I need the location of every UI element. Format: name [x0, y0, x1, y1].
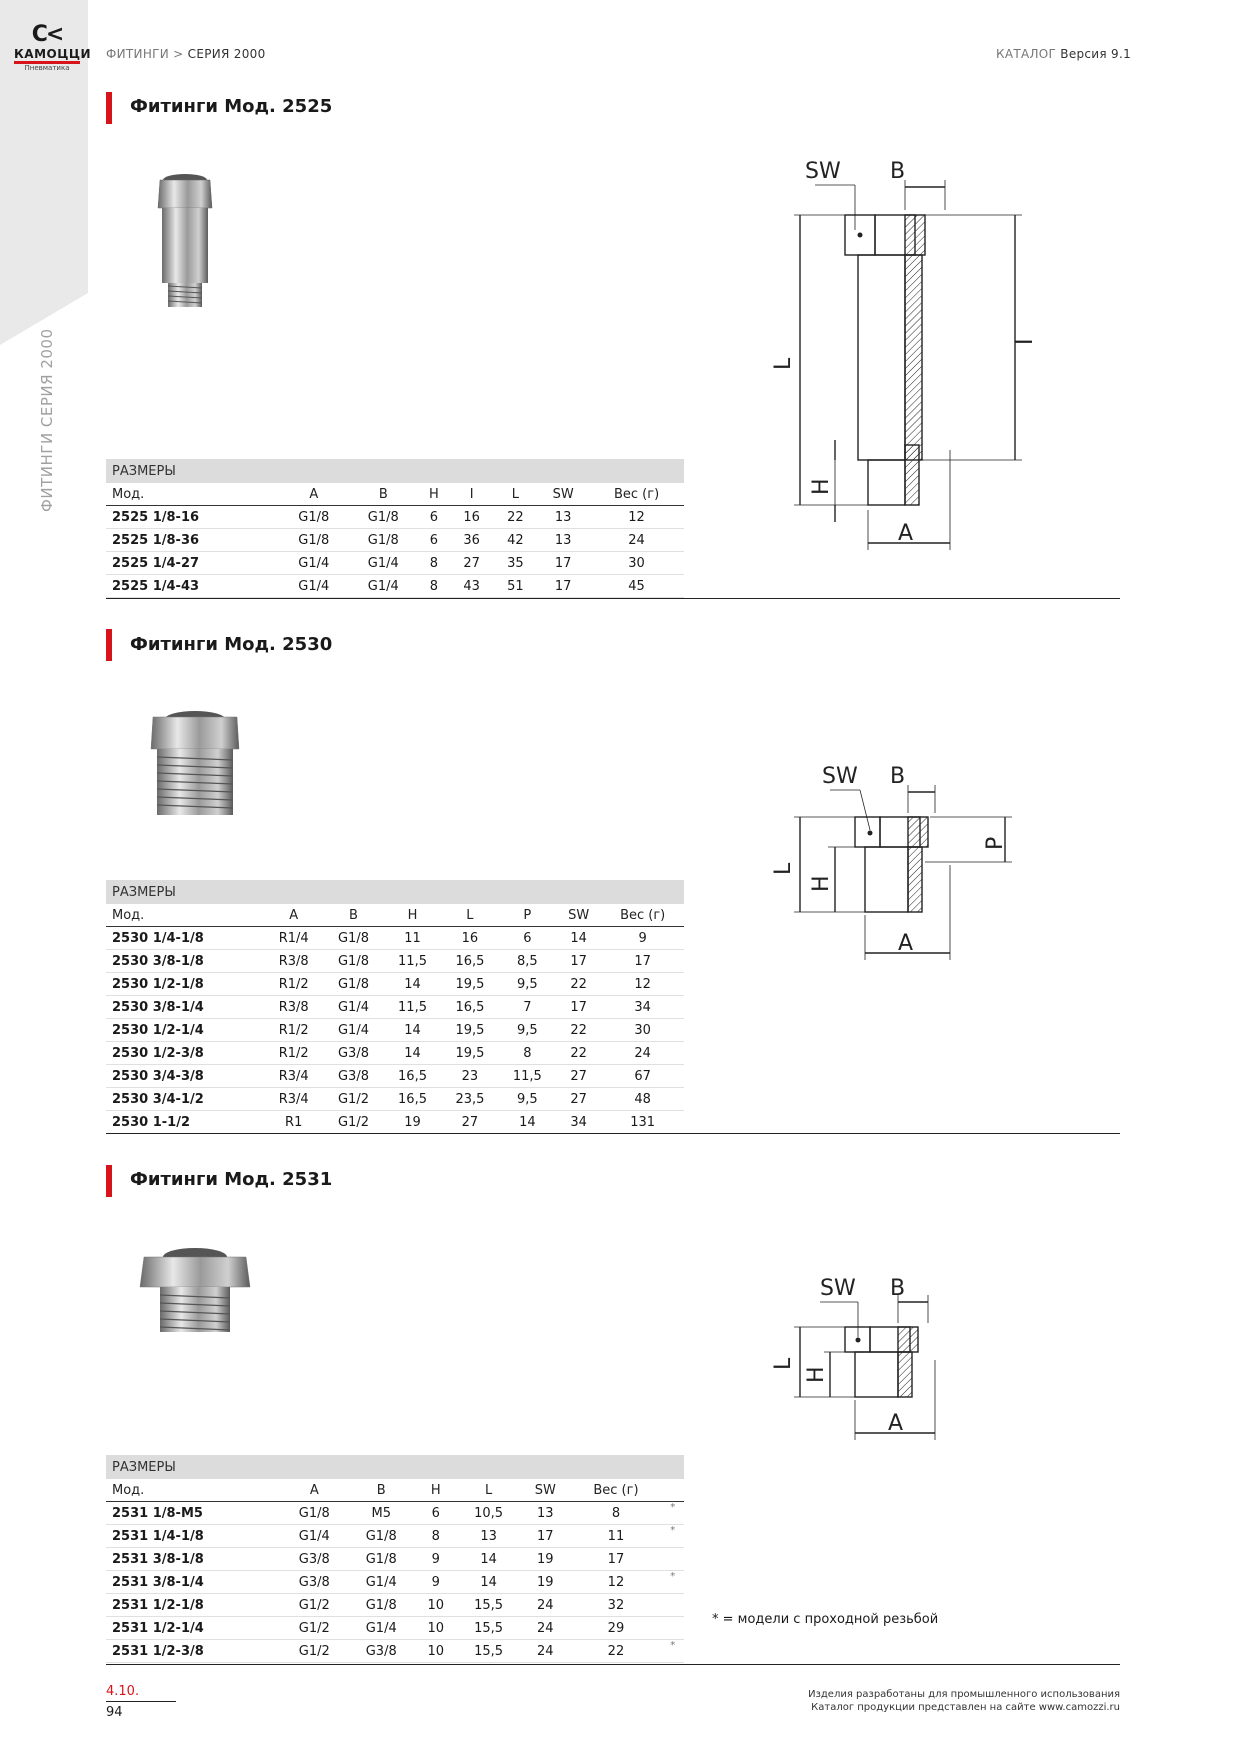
product-photo-2525 — [150, 168, 220, 313]
table-cell: 17 — [570, 1548, 661, 1571]
drawing-label-sw: SW — [820, 1276, 856, 1301]
drawing-label-b: B — [890, 764, 906, 789]
table-cell: G1/8 — [323, 927, 384, 950]
through-thread-mark: * — [662, 1571, 684, 1594]
table-cell: 2531 1/8-M5 — [106, 1502, 281, 1525]
footer-note — [700, 1688, 1120, 1714]
footer-note-line1: Изделия разработаны для промышленного использования — [808, 1689, 1120, 1700]
table-header-cell: B — [349, 483, 419, 506]
through-thread-mark — [662, 1617, 684, 1640]
table-cell: 16,5 — [384, 1065, 441, 1088]
table-cell: 6 — [418, 529, 450, 552]
section-title-2531: Фитинги Мод. 2531 — [130, 1169, 333, 1190]
table-cell: 35 — [493, 552, 537, 575]
table-cell: R1 — [264, 1111, 323, 1134]
table-cell: 2530 3/4-3/8 — [106, 1065, 264, 1088]
table-cell: 2531 1/2-1/4 — [106, 1617, 281, 1640]
table-cell: 24 — [520, 1617, 570, 1640]
table-cell: 16 — [441, 927, 498, 950]
table-cell: 11,5 — [384, 996, 441, 1019]
drawing-label-h: H — [809, 875, 834, 892]
table-cell: R1/4 — [264, 927, 323, 950]
table-cell: 2530 1-1/2 — [106, 1111, 264, 1134]
table-header-cell: Мод. — [106, 1479, 281, 1502]
table-caption: РАЗМЕРЫ — [106, 880, 684, 904]
table-cell: 22 — [570, 1640, 661, 1663]
table-cell: 9 — [415, 1571, 457, 1594]
table-header-cell: Вес (г) — [589, 483, 684, 506]
table-cell: 8 — [415, 1525, 457, 1548]
table-cell: 27 — [441, 1111, 498, 1134]
table-row — [106, 575, 684, 598]
table-header-cell: P — [499, 904, 556, 927]
table-header-cell: I — [450, 483, 494, 506]
table-cell: R1/2 — [264, 1042, 323, 1065]
table-header-row — [106, 904, 684, 927]
drawing-label-l: L — [771, 862, 796, 875]
table-cell: G1/4 — [348, 1571, 415, 1594]
table-cell: 2531 3/8-1/4 — [106, 1571, 281, 1594]
table-cell: 2530 3/8-1/4 — [106, 996, 264, 1019]
table-cell: 13 — [537, 529, 589, 552]
table-header-cell: Мод. — [106, 483, 279, 506]
table-cell: 2531 1/4-1/8 — [106, 1525, 281, 1548]
table-cell: 2530 1/2-1/8 — [106, 973, 264, 996]
table-cell: 14 — [457, 1571, 520, 1594]
table-cell: 16,5 — [441, 950, 498, 973]
logo-name: КАМОЦЦИ — [14, 47, 92, 61]
table-cell: 9,5 — [499, 973, 556, 996]
table-cell: 8 — [499, 1042, 556, 1065]
table-cell: G1/8 — [281, 1502, 348, 1525]
table-row — [106, 1617, 684, 1640]
table-cell: 19,5 — [441, 1019, 498, 1042]
table-header-cell: H — [418, 483, 450, 506]
table-cell: 19 — [520, 1548, 570, 1571]
table-cell: 11,5 — [384, 950, 441, 973]
table-cell: 2530 1/2-1/4 — [106, 1019, 264, 1042]
table-cell: G1/4 — [349, 552, 419, 575]
table-cell: 17 — [520, 1525, 570, 1548]
table-cell: G1/8 — [348, 1548, 415, 1571]
table-cell: 27 — [450, 552, 494, 575]
drawing-label-l: L — [771, 1357, 796, 1370]
table-cell: G1/4 — [323, 1019, 384, 1042]
table-cell: 34 — [601, 996, 684, 1019]
table-cell: 2531 3/8-1/8 — [106, 1548, 281, 1571]
table-header-cell: A — [279, 483, 349, 506]
footer-note-line2: Каталог продукции представлен на сайте www.camozzi.ru — [811, 1702, 1120, 1713]
table-header-cell: L — [493, 483, 537, 506]
breadcrumb — [106, 47, 266, 61]
table-cell: 10 — [415, 1640, 457, 1663]
table-row — [106, 1525, 684, 1548]
table-cell: 2525 1/4-43 — [106, 575, 279, 598]
drawing-label-sw: SW — [822, 764, 858, 789]
through-thread-mark: * — [662, 1640, 684, 1663]
table-cell: 17 — [556, 996, 601, 1019]
table-cell: 6 — [499, 927, 556, 950]
table-cell: G3/8 — [281, 1548, 348, 1571]
technical-drawing-2530 — [770, 755, 1040, 970]
through-thread-mark — [662, 1548, 684, 1571]
table-header-cell: H — [384, 904, 441, 927]
table-cell: 11 — [570, 1525, 661, 1548]
through-thread-mark — [662, 1594, 684, 1617]
table-cell: 11,5 — [499, 1065, 556, 1088]
table-cell: 34 — [556, 1111, 601, 1134]
table-cell: 2530 1/2-3/8 — [106, 1042, 264, 1065]
breadcrumb-separator: > — [173, 47, 184, 61]
table-cell: 15,5 — [457, 1640, 520, 1663]
table-cell: 16,5 — [384, 1088, 441, 1111]
technical-drawing-2525 — [770, 150, 1050, 560]
table-cell: 7 — [499, 996, 556, 1019]
table-cell: G3/8 — [323, 1065, 384, 1088]
dimensions-table-2530 — [106, 880, 684, 1134]
table-cell: 2530 3/4-1/2 — [106, 1088, 264, 1111]
table-cell: 6 — [418, 506, 450, 529]
table-row — [106, 552, 684, 575]
catalog-version-value: Версия 9.1 — [1060, 47, 1132, 61]
section-marker — [106, 629, 112, 661]
table-cell: G3/8 — [281, 1571, 348, 1594]
product-photo-2530 — [145, 705, 245, 825]
table-cell: 19,5 — [441, 973, 498, 996]
through-thread-mark: * — [662, 1525, 684, 1548]
table-cell: R3/8 — [264, 996, 323, 1019]
table-header-cell: SW — [537, 483, 589, 506]
table-header-cell: SW — [520, 1479, 570, 1502]
logo — [14, 22, 92, 72]
table-cell: 12 — [570, 1571, 661, 1594]
table-cell: 15,5 — [457, 1617, 520, 1640]
table-row — [106, 1571, 684, 1594]
table-cell: 30 — [589, 552, 684, 575]
table-cell: 2530 3/8-1/8 — [106, 950, 264, 973]
table-cell: 17 — [601, 950, 684, 973]
table-row — [106, 1088, 684, 1111]
table-cell: G1/8 — [349, 506, 419, 529]
table-cell: G1/8 — [323, 973, 384, 996]
section-marker — [106, 1165, 112, 1197]
table-cell: 22 — [493, 506, 537, 529]
table-header-cell: B — [348, 1479, 415, 1502]
section-divider — [106, 1664, 1120, 1665]
table-cell: R3/8 — [264, 950, 323, 973]
breadcrumb-current: СЕРИЯ 2000 — [187, 47, 266, 61]
table-cell: 48 — [601, 1088, 684, 1111]
table-cell: 27 — [556, 1065, 601, 1088]
footnote: * = модели с проходной резьбой — [712, 1612, 939, 1627]
table-cell: 30 — [601, 1019, 684, 1042]
product-photo-2531 — [138, 1243, 253, 1343]
logo-mark: C< — [31, 22, 63, 47]
dimensions-table-2525 — [106, 459, 684, 598]
table-cell: 23,5 — [441, 1088, 498, 1111]
table-cell: G1/4 — [348, 1617, 415, 1640]
table-cell: 14 — [499, 1111, 556, 1134]
drawing-label-a: A — [898, 521, 914, 546]
table-cell: G1/8 — [349, 529, 419, 552]
catalog-label: КАТАЛОГ — [996, 47, 1057, 61]
table-cell: 67 — [601, 1065, 684, 1088]
table-header-cell: Вес (г) — [601, 904, 684, 927]
table-cell: 8 — [570, 1502, 661, 1525]
section-title-2525: Фитинги Мод. 2525 — [130, 96, 333, 117]
table-cell: 51 — [493, 575, 537, 598]
section-title-2530: Фитинги Мод. 2530 — [130, 634, 333, 655]
table-row — [106, 1640, 684, 1663]
table-cell: 2530 1/4-1/8 — [106, 927, 264, 950]
table-cell: 13 — [520, 1502, 570, 1525]
table-cell: 24 — [589, 529, 684, 552]
table-cell: G1/8 — [279, 529, 349, 552]
table-row — [106, 1594, 684, 1617]
drawing-label-b: B — [890, 159, 906, 184]
dimensions-table-2531 — [106, 1455, 684, 1663]
table-cell: 17 — [537, 575, 589, 598]
table-cell: G1/8 — [348, 1594, 415, 1617]
table-cell: 24 — [520, 1594, 570, 1617]
table-row — [106, 996, 684, 1019]
table-cell: 9,5 — [499, 1088, 556, 1111]
table-row — [106, 1042, 684, 1065]
table-cell: 2531 1/2-1/8 — [106, 1594, 281, 1617]
table-header-cell: B — [323, 904, 384, 927]
table-cell: 36 — [450, 529, 494, 552]
table-cell: 29 — [570, 1617, 661, 1640]
table-cell: G1/2 — [281, 1617, 348, 1640]
table-header-cell — [662, 1479, 684, 1502]
table-cell: 22 — [556, 973, 601, 996]
table-cell: 8 — [418, 575, 450, 598]
table-cell: G1/2 — [323, 1111, 384, 1134]
table-cell: 22 — [556, 1042, 601, 1065]
table-cell: G1/8 — [348, 1525, 415, 1548]
drawing-label-p: P — [983, 836, 1008, 850]
table-cell: 22 — [556, 1019, 601, 1042]
table-cell: 2525 1/4-27 — [106, 552, 279, 575]
drawing-label-l: L — [771, 357, 796, 370]
table-cell: 14 — [457, 1548, 520, 1571]
table-cell: 24 — [601, 1042, 684, 1065]
table-cell: 23 — [441, 1065, 498, 1088]
table-cell: 43 — [450, 575, 494, 598]
logo-subtitle: Пневматика — [24, 64, 70, 72]
table-cell: 12 — [601, 973, 684, 996]
section-divider — [106, 1133, 1120, 1134]
table-header-cell: H — [415, 1479, 457, 1502]
table-row — [106, 529, 684, 552]
table-header-cell: L — [457, 1479, 520, 1502]
drawing-label-sw: SW — [805, 159, 841, 184]
table-row — [106, 1548, 684, 1571]
table-cell: G1/4 — [279, 552, 349, 575]
table-header-row — [106, 1479, 684, 1502]
table-cell: M5 — [348, 1502, 415, 1525]
table-cell: 131 — [601, 1111, 684, 1134]
section-marker — [106, 92, 112, 124]
drawing-label-a: A — [898, 931, 914, 956]
table-cell: G3/8 — [323, 1042, 384, 1065]
drawing-label-h: H — [809, 478, 834, 495]
table-cell: 9 — [601, 927, 684, 950]
table-row — [106, 1502, 684, 1525]
table-cell: 12 — [589, 506, 684, 529]
table-cell: G1/2 — [281, 1594, 348, 1617]
table-cell: 19 — [384, 1111, 441, 1134]
table-cell: G1/4 — [281, 1525, 348, 1548]
table-cell: 2525 1/8-36 — [106, 529, 279, 552]
table-cell: R3/4 — [264, 1088, 323, 1111]
table-cell: 8 — [418, 552, 450, 575]
sidebar-vertical-text: ФИТИНГИ СЕРИЯ 2000 — [38, 328, 56, 512]
table-cell: 9,5 — [499, 1019, 556, 1042]
drawing-label-i: I — [1013, 338, 1038, 345]
table-cell: 16,5 — [441, 996, 498, 1019]
table-cell: R1/2 — [264, 973, 323, 996]
table-cell: 14 — [556, 927, 601, 950]
table-row — [106, 1111, 684, 1134]
table-row — [106, 506, 684, 529]
table-cell: 17 — [556, 950, 601, 973]
table-row — [106, 1065, 684, 1088]
table-cell: R1/2 — [264, 1019, 323, 1042]
table-row — [106, 927, 684, 950]
table-header-cell: A — [264, 904, 323, 927]
table-cell: 14 — [384, 1019, 441, 1042]
table-cell: G1/8 — [279, 506, 349, 529]
table-row — [106, 950, 684, 973]
table-cell: 2531 1/2-3/8 — [106, 1640, 281, 1663]
table-cell: 19,5 — [441, 1042, 498, 1065]
table-cell: 14 — [384, 973, 441, 996]
table-cell: 6 — [415, 1502, 457, 1525]
table-cell: 2525 1/8-16 — [106, 506, 279, 529]
table-header-cell: Вес (г) — [570, 1479, 661, 1502]
table-caption: РАЗМЕРЫ — [106, 1455, 684, 1479]
table-cell: 10 — [415, 1594, 457, 1617]
table-header-cell: A — [281, 1479, 348, 1502]
table-cell: 11 — [384, 927, 441, 950]
table-cell: G1/4 — [323, 996, 384, 1019]
table-cell: 13 — [537, 506, 589, 529]
table-cell: 10,5 — [457, 1502, 520, 1525]
table-cell: 45 — [589, 575, 684, 598]
page-number: 94 — [106, 1705, 123, 1720]
table-cell: 19 — [520, 1571, 570, 1594]
drawing-label-b: B — [890, 1276, 906, 1301]
table-cell: 9 — [415, 1548, 457, 1571]
drawing-label-a: A — [888, 1411, 904, 1436]
section-number: 4.10. — [106, 1684, 176, 1702]
table-cell: G1/4 — [279, 575, 349, 598]
table-cell: 13 — [457, 1525, 520, 1548]
table-row — [106, 1019, 684, 1042]
table-cell: 17 — [537, 552, 589, 575]
table-header-cell: SW — [556, 904, 601, 927]
breadcrumb-section[interactable]: ФИТИНГИ — [106, 47, 170, 61]
table-cell: 16 — [450, 506, 494, 529]
table-cell: 32 — [570, 1594, 661, 1617]
table-cell: 14 — [384, 1042, 441, 1065]
drawing-label-h: H — [804, 1366, 829, 1383]
table-cell: G1/2 — [323, 1088, 384, 1111]
table-cell: 15,5 — [457, 1594, 520, 1617]
table-cell: 42 — [493, 529, 537, 552]
catalog-version — [996, 47, 1131, 61]
table-cell: R3/4 — [264, 1065, 323, 1088]
table-cell: 27 — [556, 1088, 601, 1111]
table-cell: 24 — [520, 1640, 570, 1663]
table-cell: 10 — [415, 1617, 457, 1640]
table-cell: G1/4 — [349, 575, 419, 598]
table-header-cell: Мод. — [106, 904, 264, 927]
table-row — [106, 973, 684, 996]
table-cell: G1/2 — [281, 1640, 348, 1663]
section-divider — [106, 598, 1120, 599]
through-thread-mark: * — [662, 1502, 684, 1525]
table-cell: 8,5 — [499, 950, 556, 973]
table-header-cell: L — [441, 904, 498, 927]
table-caption: РАЗМЕРЫ — [106, 459, 684, 483]
technical-drawing-2531 — [770, 1265, 970, 1450]
table-header-row — [106, 483, 684, 506]
table-cell: G1/8 — [323, 950, 384, 973]
table-cell: G3/8 — [348, 1640, 415, 1663]
